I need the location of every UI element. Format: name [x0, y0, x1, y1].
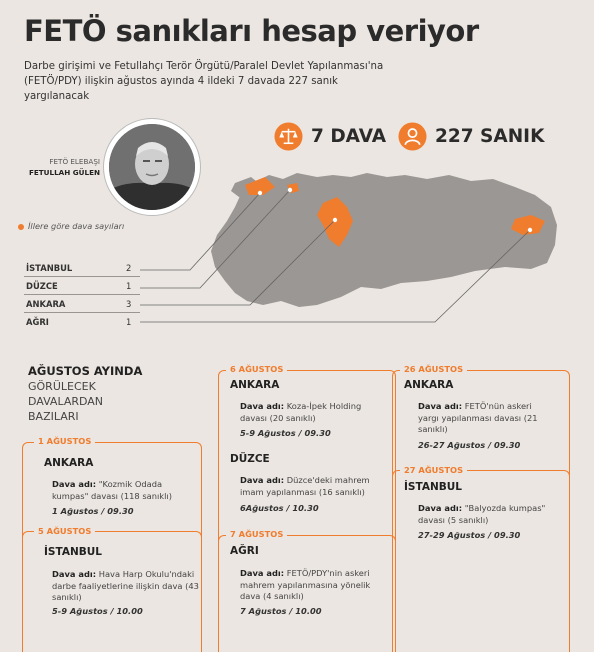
- case-description: Dava adı: FETÖ'nün askeri yargı yapılanması davası (21 sanıklı): [418, 401, 538, 434]
- case-date-time: 1 Ağustos / 09.30: [52, 506, 134, 516]
- province-count: 2: [126, 263, 132, 273]
- timeline-city: ANKARA: [404, 379, 454, 391]
- connector-istanbul: [140, 193, 260, 270]
- timeline-date: 1 AĞUSTOS: [34, 436, 95, 446]
- case-date-time: 7 Ağustos / 10.00: [240, 606, 322, 616]
- connector-ankara: [140, 220, 335, 305]
- province-name: AĞRI: [26, 317, 49, 327]
- timeline-city: İSTANBUL: [404, 481, 462, 493]
- connector-agri: [140, 230, 530, 322]
- timeline-city: AĞRI: [230, 545, 259, 557]
- case-description: Dava adı: Düzce'deki mahrem imam yapılanması (16 sanıklı): [240, 475, 370, 497]
- stat-defendants-label: 227 SANIK: [435, 126, 545, 147]
- case-description: Dava adı: Hava Harp Okulu'ndaki darbe faaliyetlerine ilişkin dava (43 sanıklı): [52, 569, 199, 602]
- stat-cases-label: 7 DAVA: [311, 126, 387, 147]
- province-name: ANKARA: [26, 299, 66, 309]
- timeline-date: 26 AĞUSTOS: [400, 364, 467, 374]
- timeline-date: 27 AĞUSTOS: [400, 465, 467, 475]
- case-date-time: 26-27 Ağustos / 09.30: [418, 440, 521, 450]
- timeline-heading: AĞUSTOS AYINDA: [28, 364, 143, 378]
- timeline-bracket-col3: [392, 470, 570, 652]
- province-count: 3: [126, 299, 132, 309]
- divider: [24, 312, 140, 313]
- timeline-date: 7 AĞUSTOS: [226, 529, 287, 539]
- timeline-subheading: GÖRÜLECEK DAVALARDAN BAZILARI: [28, 380, 104, 423]
- timeline-city: DÜZCE: [230, 453, 270, 465]
- province-count: 1: [126, 281, 132, 291]
- province-name: DÜZCE: [26, 281, 58, 291]
- divider: [24, 276, 140, 277]
- timeline-city: İSTANBUL: [44, 546, 102, 558]
- case-date-time: 27-29 Ağustos / 09.30: [418, 530, 521, 540]
- leader-name: FETULLAH GÜLEN: [28, 168, 100, 177]
- case-description: Dava adı: "Kozmik Odada kumpas" davası (118 sanıklı): [52, 479, 172, 501]
- connector-duzce: [140, 190, 290, 288]
- divider: [24, 294, 140, 295]
- marker-agri: [528, 228, 532, 232]
- case-description: Dava adı: FETÖ/PDY'nin askeri mahrem yapılanmasına yönelik dava (4 sanıklı): [240, 568, 371, 601]
- marker-duzce: [288, 188, 292, 192]
- case-description: Dava adı: "Balyozda kumpas" davası (5 sanıklı): [418, 503, 546, 525]
- timeline-city: ANKARA: [230, 379, 280, 391]
- marker-istanbul: [258, 191, 262, 195]
- case-date-time: 5-9 Ağustos / 10.00: [52, 606, 143, 616]
- province-name: İSTANBUL: [26, 263, 73, 273]
- timeline-date: 6 AĞUSTOS: [226, 364, 287, 374]
- map-legend-note: İllere göre dava sayıları: [18, 221, 124, 231]
- leader-caption: FETÖ ELEBAŞI: [49, 157, 100, 166]
- page-title: FETÖ sanıkları hesap veriyor: [24, 14, 479, 48]
- marker-ankara: [333, 218, 337, 222]
- case-date-time: 5-9 Ağustos / 09.30: [240, 428, 331, 438]
- timeline-date: 5 AĞUSTOS: [34, 526, 95, 536]
- legend-dot-icon: [18, 224, 24, 230]
- province-count: 1: [126, 317, 132, 327]
- page-subtitle: Darbe girişimi ve Fetullahçı Terör Örgütü/Paralel Devlet Yapılanması'na (FETÖ/PDY) ilişkin ağustos ayında 4 ildeki 7 davada 227 sanık yargılanacak: [24, 61, 384, 102]
- case-date-time: 6Ağustos / 10.30: [240, 503, 319, 513]
- case-description: Dava adı: Koza-İpek Holding davası (20 sanıklı): [240, 401, 362, 423]
- timeline-city: ANKARA: [44, 457, 94, 469]
